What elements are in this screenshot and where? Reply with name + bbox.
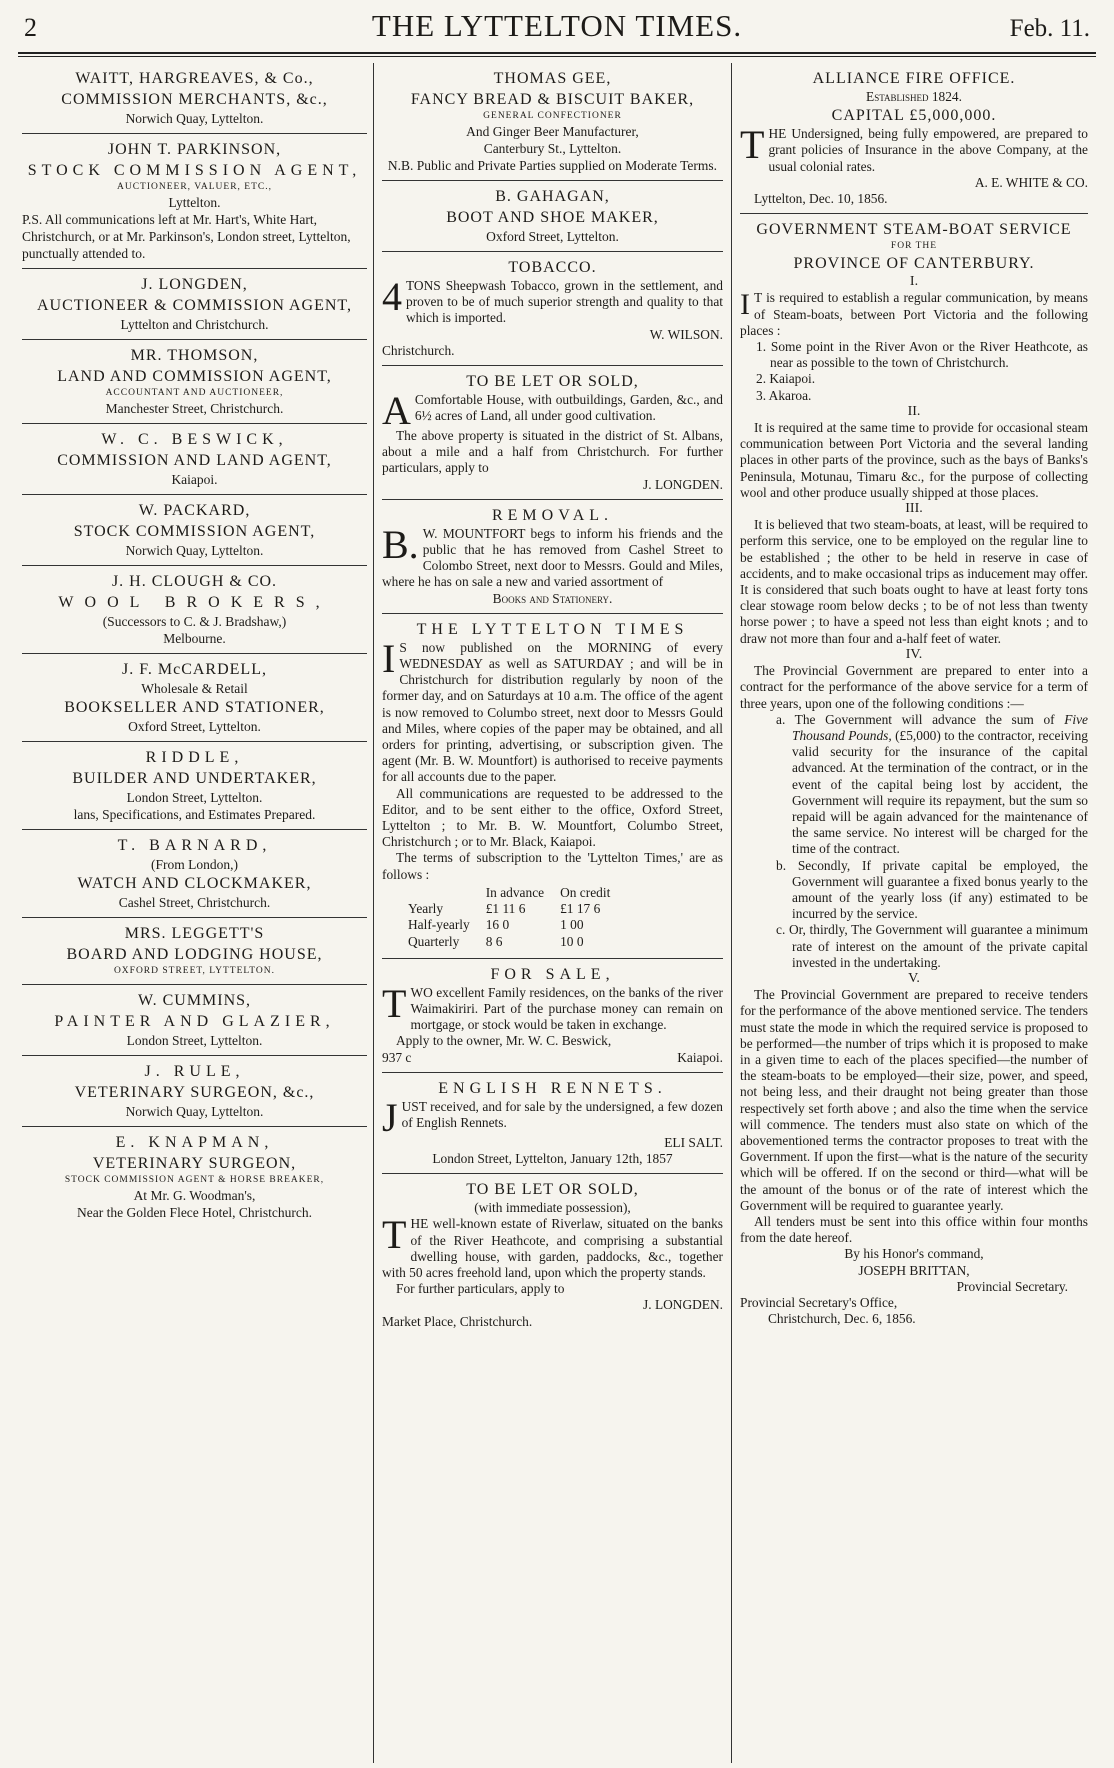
columns xyxy=(18,63,1096,1763)
ad-name: WAITT, HARGREAVES, & Co., xyxy=(75,70,314,87)
ad-name: J. LONGDEN, xyxy=(141,276,248,293)
ad-dateline: London Street, Lyttelton, January 12th, 1857 xyxy=(432,1150,673,1166)
section-body: I T is required to establish a regular communication, by means of Steam-boats, between Port Victoria and the following places : xyxy=(740,288,1088,338)
ad-for-sale xyxy=(382,959,723,1073)
table-row: Quarterly 8 6 10 0 xyxy=(408,933,584,949)
ad-footer xyxy=(382,1050,723,1066)
ad-removal xyxy=(382,500,723,614)
section-number: I. xyxy=(909,274,919,290)
ad-cummins xyxy=(22,985,367,1056)
ad-longden xyxy=(22,269,367,340)
ad-riddle xyxy=(22,742,367,830)
drop-cap: 4 xyxy=(382,274,402,319)
ad-government-steam-boat xyxy=(740,214,1088,1333)
ad-rule xyxy=(22,1056,367,1127)
section-number: V. xyxy=(908,970,920,986)
ad-packard xyxy=(22,495,367,566)
ad-tobacco xyxy=(382,252,723,366)
condition-b: b. Secondly, If private capital be employed, the Government will guarantee a fixed bonus yearly to the amount of the yearly loss (if any) estimated to be incurred by the service. xyxy=(776,857,1088,922)
ad-province: PROVINCE OF CANTERBURY. xyxy=(793,255,1035,273)
ad-let-or-sold xyxy=(382,366,723,500)
ad-note: lans, Specifications, and Estimates Prepared. xyxy=(73,807,316,822)
ad-place: Christchurch. xyxy=(382,342,455,358)
ad-riverlaw xyxy=(382,1174,723,1336)
ad-signature: A. E. WHITE & CO. xyxy=(974,174,1088,190)
ad-note: N.B. Public and Private Parties supplied on Moderate Terms. xyxy=(387,158,718,173)
section-number: III. xyxy=(905,501,923,517)
section-body: The Provincial Government are prepared to enter into a contract for the performance of the above service for a term of three years, upon one of the following conditions :— xyxy=(740,663,1088,711)
ad-role: WATCH AND CLOCKMAKER, xyxy=(77,875,312,892)
ad-address: London Street, Lyttelton. xyxy=(126,790,263,805)
ad-lyttelton-times xyxy=(382,614,723,959)
ad-body: JUST received, and for sale by the undersigned, a few dozen of English Rennets. xyxy=(382,1094,723,1140)
ad-name: THOMAS GEE, xyxy=(493,70,612,87)
ad-clough xyxy=(22,566,367,654)
ad-name: J. H. CLOUGH & CO. xyxy=(111,573,278,590)
ad-capital: CAPITAL £5,000,000. xyxy=(831,107,997,125)
list-item: 2. Kaiapoi. xyxy=(756,371,816,387)
ad-name: W. CUMMINS, xyxy=(137,992,252,1009)
ad-body: THE well-known estate of Riverlaw, situated on the banks of the River Heathcote, and comprising a substantial dwelling house, with garden, paddocks, &c., together with 50 acres freehold land, upon which the property stands. xyxy=(382,1212,723,1280)
ad-for: FOR THE xyxy=(890,241,938,252)
ad-knapman xyxy=(22,1127,367,1227)
ad-name: W. PACKARD, xyxy=(138,502,251,519)
ad-address-2: Near the Golden Flece Hotel, Christchurch. xyxy=(76,1205,313,1220)
condition-a: a. The Government will advance the sum of Five Thousand Pounds, (£5,000) to the contractor, receiving valid security for the insurance of the capital advanced. At the termination of the contract, or in the event of the capital being lost by accident, the Government will require its repayment, but the sum so repaid will be again advanced for the maintenance of the same service. No interest will be charged for the time of the contract. xyxy=(776,711,1088,857)
ad-heading: GOVERNMENT STEAM-BOAT SERVICE xyxy=(756,221,1072,239)
ad-body: A Comfortable House, with outbuildings, Garden, &c., and 6½ acres of Land, all under good cultivation. xyxy=(382,388,723,434)
ad-role: STOCK COMMISSION AGENT, xyxy=(27,162,362,179)
ad-address: Oxford Street, Lyttelton. xyxy=(128,719,261,734)
list-item: 3. Akaroa. xyxy=(756,387,812,403)
ad-sub: (From London,) xyxy=(151,857,238,872)
ad-gahagan xyxy=(382,181,723,252)
ad-name: J. F. McCARDELL, xyxy=(122,661,267,678)
ad-sub: AUCTIONEER, VALUER, ETC., xyxy=(116,182,272,192)
ad-signature: ELI SALT. xyxy=(664,1134,723,1150)
ad-role: BOOT AND SHOE MAKER, xyxy=(446,209,659,226)
column-1 xyxy=(18,63,373,1763)
ad-beswick xyxy=(22,424,367,495)
section-body: It is believed that two steam-boats, at least, will be required to perform this service, one to be employed on the regular line to be established ; the other to be held in reserve in case of accidents, and to make occasional trips as inducement may offer. It is considered that such boats ought to have at least forty tons clear stowage room below decks ; to be of not less than twenty horse power ; to have a speed not less than eight knots ; and to draw not more than four and a-half feet of water. xyxy=(740,517,1088,646)
column-3 xyxy=(731,63,1092,1763)
ad-signature: J. LONGDEN. xyxy=(643,1297,723,1313)
ad-name: JOHN T. PARKINSON, xyxy=(107,141,282,158)
ad-place: Market Place, Christchurch. xyxy=(382,1313,533,1329)
ad-name: MR. THOMSON, xyxy=(130,347,259,364)
ad-sub: (with immediate possession), xyxy=(474,1200,631,1216)
ad-sub: ACCOUNTANT AND AUCTIONEER, xyxy=(105,388,284,398)
ad-thomson xyxy=(22,340,367,424)
ad-signature-title: Provincial Secretary. xyxy=(956,1278,1068,1294)
condition-c: c. Or, thirdly, The Government will guarantee a minimum rate of interest on the amount of the private capital invested in the undertaking. xyxy=(776,922,1088,970)
ad-sub: (Successors to C. & J. Bradshaw,) xyxy=(102,614,287,629)
ad-name: T. BARNARD, xyxy=(117,837,272,854)
ad-name: B. GAHAGAN, xyxy=(495,188,610,205)
ad-name: RIDDLE, xyxy=(145,749,244,766)
ad-address: Lyttelton. xyxy=(168,195,221,210)
ad-role: BOOKSELLER AND STATIONER, xyxy=(64,699,325,716)
ad-role: LAND AND COMMISSION AGENT, xyxy=(57,368,332,385)
ad-role: STOCK COMMISSION AGENT, xyxy=(73,523,316,540)
ad-body: TWO excellent Family residences, on the banks of the river Waimakiriri. Part of the purchase money can remain on mortgage, or stock would be taken in exchange. xyxy=(382,980,723,1033)
ad-dateline: Lyttelton, Dec. 10, 1856. xyxy=(754,191,888,207)
ad-name: E. KNAPMAN, xyxy=(115,1134,274,1151)
ad-heading: REMOVAL. xyxy=(491,506,614,524)
ad-role: FANCY BREAD & BISCUIT BAKER, xyxy=(410,91,695,108)
ad-body: 4 TONS Sheepwash Tobacco, grown in the settlement, and proven to be of much superior strength and quality to that which is imported. xyxy=(382,274,723,326)
drop-cap: T xyxy=(382,980,407,1026)
masthead xyxy=(18,8,1096,52)
page-number: 2 xyxy=(24,13,37,42)
ad-address: Cashel Street, Christchurch. xyxy=(118,895,271,910)
ad-address: Norwich Quay, Lyttelton. xyxy=(125,543,264,558)
ad-heading: ALLIANCE FIRE OFFICE. xyxy=(812,70,1016,87)
list-item: 1. Some point in the River Avon or the River Heathcote, as near as possible to the town of Christchurch. xyxy=(756,339,1088,371)
ad-role: WOOL BROKERS, xyxy=(58,594,331,611)
drop-cap: I xyxy=(382,635,396,681)
ad-code: 937 c xyxy=(382,1049,412,1065)
ad-waitt xyxy=(22,63,367,134)
drop-cap: J xyxy=(382,1094,398,1140)
ad-parkinson xyxy=(22,134,367,269)
ad-body: B. W. MOUNTFORT begs to inform his friends and the public that he has removed from Cashel Street to Colombo Street, next door to Messrs. Gould and Miles, where he has on sale a new and varied assortment of xyxy=(382,521,723,590)
ad-name: W. C. BESWICK, xyxy=(101,431,288,448)
ad-name: J. RULE, xyxy=(144,1063,245,1080)
section-body: All tenders must be sent into this office within four months from the date hereof. xyxy=(740,1214,1088,1246)
ad-address: Oxford Street, Lyttelton. xyxy=(486,229,619,244)
ad-english-rennets xyxy=(382,1073,723,1174)
ad-role: BUILDER AND UNDERTAKER, xyxy=(72,770,317,787)
section-number: IV. xyxy=(905,646,923,662)
ad-address: London Street, Lyttelton. xyxy=(126,1033,263,1048)
ad-signature: JOSEPH BRITTAN, xyxy=(858,1262,970,1278)
ad-address: Canterbury St., Lyttelton. xyxy=(483,141,622,156)
newspaper-title: THE LYTTELTON TIMES. xyxy=(371,8,743,43)
ad-role: COMMISSION AND LAND AGENT, xyxy=(57,452,332,469)
ad-role: VETERINARY SURGEON, &c., xyxy=(74,1084,315,1101)
table-row: Yearly £1 11 6 £1 17 6 xyxy=(408,901,601,917)
ad-body-2: Apply to the owner, Mr. W. C. Beswick, xyxy=(396,1033,612,1049)
ad-line: And Ginger Beer Manufacturer, xyxy=(466,124,639,139)
ad-address: At Mr. G. Woodman's, xyxy=(133,1188,256,1203)
ad-address: Lyttelton and Christchurch. xyxy=(120,317,269,332)
ad-note: P.S. All communications left at Mr. Hart's, White Hart, Christchurch, or at Mr. Parkinson's, London street, Lyttelton, punctually attended to. xyxy=(22,212,351,261)
ad-body-2: The above property is situated in the district of St. Albans, about a mile and a half from Christchurch. For further particulars, apply to xyxy=(382,428,723,476)
table-row: Half-yearly 16 0 1 00 xyxy=(408,917,584,933)
ad-alliance-fire-office xyxy=(740,63,1088,214)
ad-goods: Books and Stationery. xyxy=(492,590,613,606)
ad-signature: W. WILSON. xyxy=(649,326,723,342)
ad-order: By his Honor's command, xyxy=(844,1246,984,1262)
column-2 xyxy=(373,63,731,1763)
ad-address: Melbourne. xyxy=(163,631,226,646)
ad-role: PAINTER AND GLAZIER, xyxy=(54,1013,335,1030)
ad-address: Kaiapoi. xyxy=(171,472,218,487)
drop-cap: I xyxy=(740,288,750,322)
ad-address: OXFORD STREET, LYTTELTON. xyxy=(113,966,276,976)
drop-cap: B. xyxy=(382,521,419,567)
ad-sub: GENERAL CONFECTIONER xyxy=(483,111,622,121)
ad-barnard xyxy=(22,830,367,918)
ad-address: Norwich Quay, Lyttelton. xyxy=(125,1104,264,1119)
ad-heading: FOR SALE, xyxy=(490,965,615,983)
table-header-row: In advance On credit xyxy=(485,884,611,900)
ad-body-2: All communications are requested to be addressed to the Editor, and to be sent either to the office, Oxford Street, Lyttelton ; to Mr. B. W. Mountfort, Columbo Street, Christchurch ; or to Mr. Black, Kaiapoi. xyxy=(382,785,723,850)
ad-signature: J. LONGDEN. xyxy=(643,476,723,492)
drop-cap: A xyxy=(382,388,411,434)
ad-body-2: For further particulars, apply to xyxy=(396,1281,565,1297)
ad-sub: Wholesale & Retail xyxy=(141,681,248,696)
ad-place: Kaiapoi. xyxy=(677,1049,723,1065)
drop-cap: T xyxy=(382,1212,407,1258)
ad-sub: STOCK COMMISSION AGENT & HORSE BREAKER, xyxy=(64,1175,325,1185)
ad-role: AUCTIONEER & COMMISSION AGENT, xyxy=(36,297,353,314)
issue-date: Feb. 11. xyxy=(1009,15,1090,42)
ad-address: Manchester Street, Christchurch. xyxy=(105,401,284,416)
masthead-rule xyxy=(18,52,1096,57)
ad-leggett xyxy=(22,918,367,985)
section-body: It is required at the same time to provide for occasional steam communication between Port Victoria and the several landing places in other parts of the province, such as the bays of Banks's Peninsula, Motunau, Timaru &c., for the purpose of collecting wool and other produce usually shipped at those places. xyxy=(740,420,1088,500)
ad-body-3: The terms of subscription to the 'Lyttelton Times,' are as follows : xyxy=(382,850,723,882)
ad-role: VETERINARY SURGEON, xyxy=(92,1155,297,1172)
ad-office: Provincial Secretary's Office, xyxy=(740,1295,898,1311)
ad-heading: TO BE LET OR SOLD, xyxy=(466,373,639,391)
ad-heading: TOBACCO. xyxy=(508,259,597,276)
ad-heading: TO BE LET OR SOLD, xyxy=(466,1181,639,1199)
ad-mccardell xyxy=(22,654,367,742)
ad-dateline: Christchurch, Dec. 6, 1856. xyxy=(768,1311,916,1327)
section-body: The Provincial Government are prepared to receive tenders for the performance of the above mentioned service. The tenders must state the mode in which the required service is proposed to be performed—the number of trips which it is proposed to make in a given time to each of the places specified—the number of the steam-boats to be employed—their size, power, and speed, not being less, and their draught not being greater than those respectively set forth above ; and also the time when the service will commence. The tenders must also state on which of the abovementioned terms the contractor proposes to treat with the Government. If upon the first—what is the nature of the security which will be offered. If on the second or third—what will be the amount of the bonus or of the rate of interest which the Government will be required to guarantee yearly. xyxy=(740,987,1088,1213)
subscription-rates-table xyxy=(400,885,618,950)
ad-role: COMMISSION MERCHANTS, &c., xyxy=(61,91,328,108)
ad-heading: THE LYTTELTON TIMES xyxy=(416,620,689,638)
ad-heading: ENGLISH RENNETS. xyxy=(438,1079,667,1097)
ad-body: THE Undersigned, being fully empowered, are prepared to grant policies of Insurance in the above Company, at the usual colonial rates. xyxy=(740,122,1088,174)
ad-role: BOARD AND LODGING HOUSE, xyxy=(66,946,323,963)
ad-address: Norwich Quay, Lyttelton. xyxy=(125,111,264,126)
ad-established: Established 1824. xyxy=(866,89,962,104)
ad-body: I S now published on the MORNING of every WEDNESDAY as well as SATURDAY ; and will be in Christchurch for distribution regularly by noon of the former day, and on Saturdays at 10 a.m. The office of the agent is now removed to Columbo street, next door to Messrs Gould and Miles, where copies of the paper may be obtained, and all orders for printing, advertising, or subscription given. The agent (Mr. B. W. Mountfort) is authorised to receive payments for all accounts due to the paper. xyxy=(382,635,723,785)
drop-cap: T xyxy=(740,122,765,168)
section-number: II. xyxy=(907,403,921,419)
ad-gee xyxy=(382,63,723,181)
ad-name: MRS. LEGGETT'S xyxy=(124,925,265,942)
